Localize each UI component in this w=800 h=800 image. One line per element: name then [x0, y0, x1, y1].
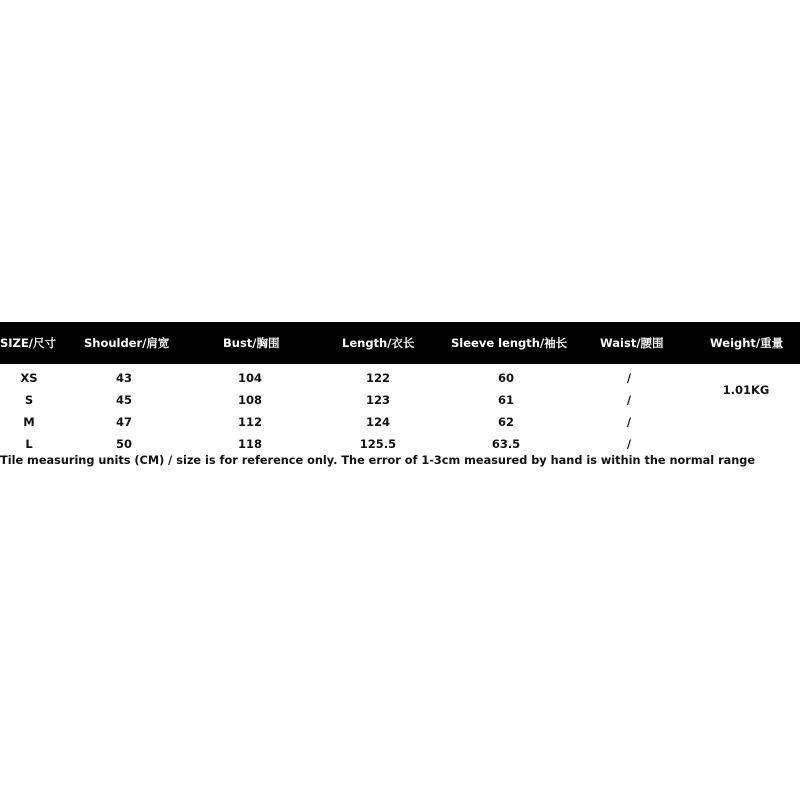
cell-waist: /	[626, 393, 632, 407]
cell-length: 122	[365, 371, 391, 385]
cell-waist: /	[626, 437, 632, 451]
cell-sleeve-length: 62	[497, 415, 515, 429]
cell-size: XS	[20, 371, 38, 385]
cell-sleeve-length: 63.5	[491, 437, 521, 451]
cell-shoulder: 47	[115, 415, 133, 429]
cell-length: 124	[365, 415, 391, 429]
measurement-note: Tile measuring units (CM) / size is for reference only. The error of 1-3cm measured by hand is within the normal range	[0, 454, 756, 467]
cell-shoulder: 43	[115, 371, 133, 385]
header-length: Length/衣长	[342, 336, 415, 350]
cell-length: 123	[365, 393, 391, 407]
cell-weight: 1.01KG	[722, 383, 770, 397]
cell-size: S	[24, 393, 34, 407]
cell-sleeve-length: 60	[497, 371, 515, 385]
header-sleeve-length: Sleeve length/袖长	[451, 336, 568, 350]
cell-bust: 112	[237, 415, 263, 429]
table-header-row	[0, 322, 800, 364]
cell-shoulder: 45	[115, 393, 133, 407]
cell-length: 125.5	[359, 437, 397, 451]
cell-waist: /	[626, 371, 632, 385]
header-size: SIZE/尺寸	[0, 336, 56, 350]
table-row	[0, 367, 800, 389]
header-weight: Weight/重量	[710, 336, 784, 350]
cell-shoulder: 50	[115, 437, 133, 451]
cell-waist: /	[626, 415, 632, 429]
size-chart-table	[0, 322, 800, 467]
table-row	[0, 411, 800, 433]
header-bust: Bust/胸围	[223, 336, 280, 350]
cell-sleeve-length: 61	[497, 393, 515, 407]
cell-bust: 118	[237, 437, 263, 451]
cell-size: L	[25, 437, 33, 451]
table-row	[0, 389, 800, 411]
header-shoulder: Shoulder/肩宽	[84, 336, 170, 350]
cell-bust: 108	[237, 393, 263, 407]
cell-size: M	[23, 415, 35, 429]
cell-bust: 104	[237, 371, 263, 385]
header-waist: Waist/腰围	[600, 336, 664, 350]
